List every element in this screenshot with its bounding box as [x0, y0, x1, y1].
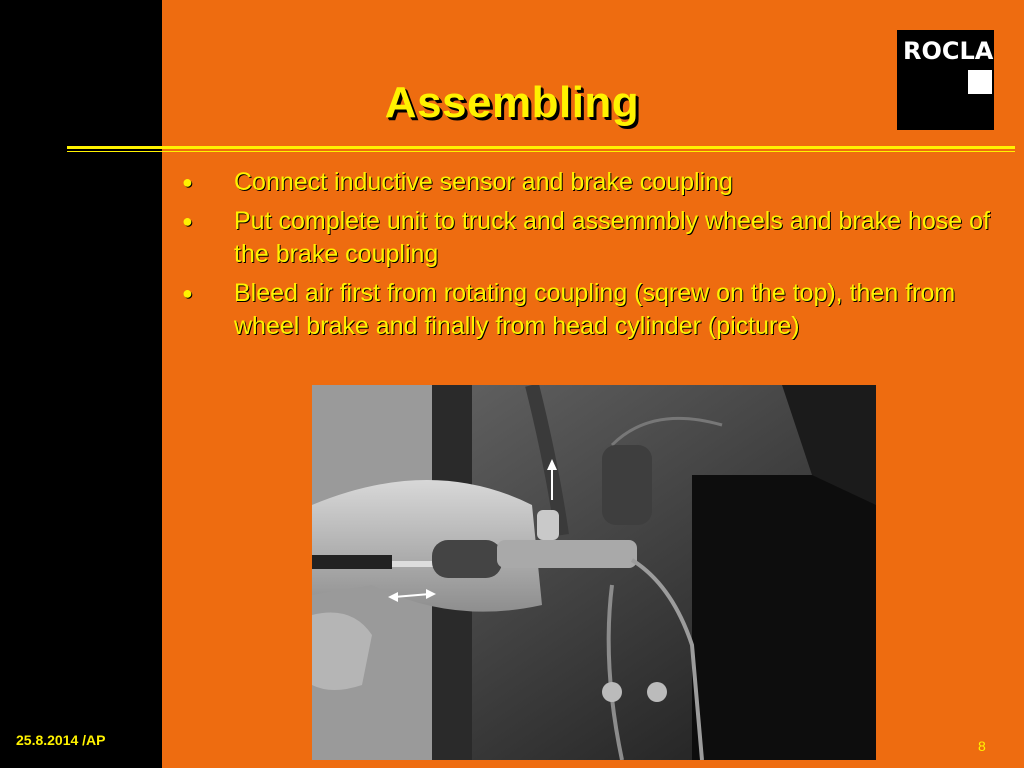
bullet-dot: ● — [182, 283, 193, 303]
rocla-logo — [897, 30, 994, 130]
bullet-list — [182, 166, 1002, 349]
bullet-dot: ● — [182, 211, 193, 231]
bullet-text: Connect inductive sensor and brake coupling — [234, 168, 733, 196]
page-number: 8 — [978, 738, 986, 754]
bullet-dot: ● — [182, 172, 193, 192]
title-divider-thick — [67, 146, 1015, 149]
bullet-text: Bleed air first from rotating coupling (sqrew on the top), then from wheel brake and finally from head cylinder (picture) — [234, 279, 956, 340]
bullet-text: Put complete unit to truck and assemmbly wheels and brake hose of the brake coupling — [234, 207, 990, 268]
title-divider-thin — [67, 151, 1015, 152]
photo-brake-bleeding — [312, 385, 876, 760]
slide-title: Assembling — [384, 78, 640, 127]
logo-square — [968, 70, 992, 94]
left-black-band — [0, 0, 162, 768]
list-item — [182, 205, 1002, 271]
logo-text: ROCLA — [903, 37, 994, 65]
list-item — [182, 277, 1002, 343]
photo-illustration — [312, 385, 876, 760]
footer-date: 25.8.2014 /AP — [16, 732, 106, 748]
list-item — [182, 166, 1002, 199]
